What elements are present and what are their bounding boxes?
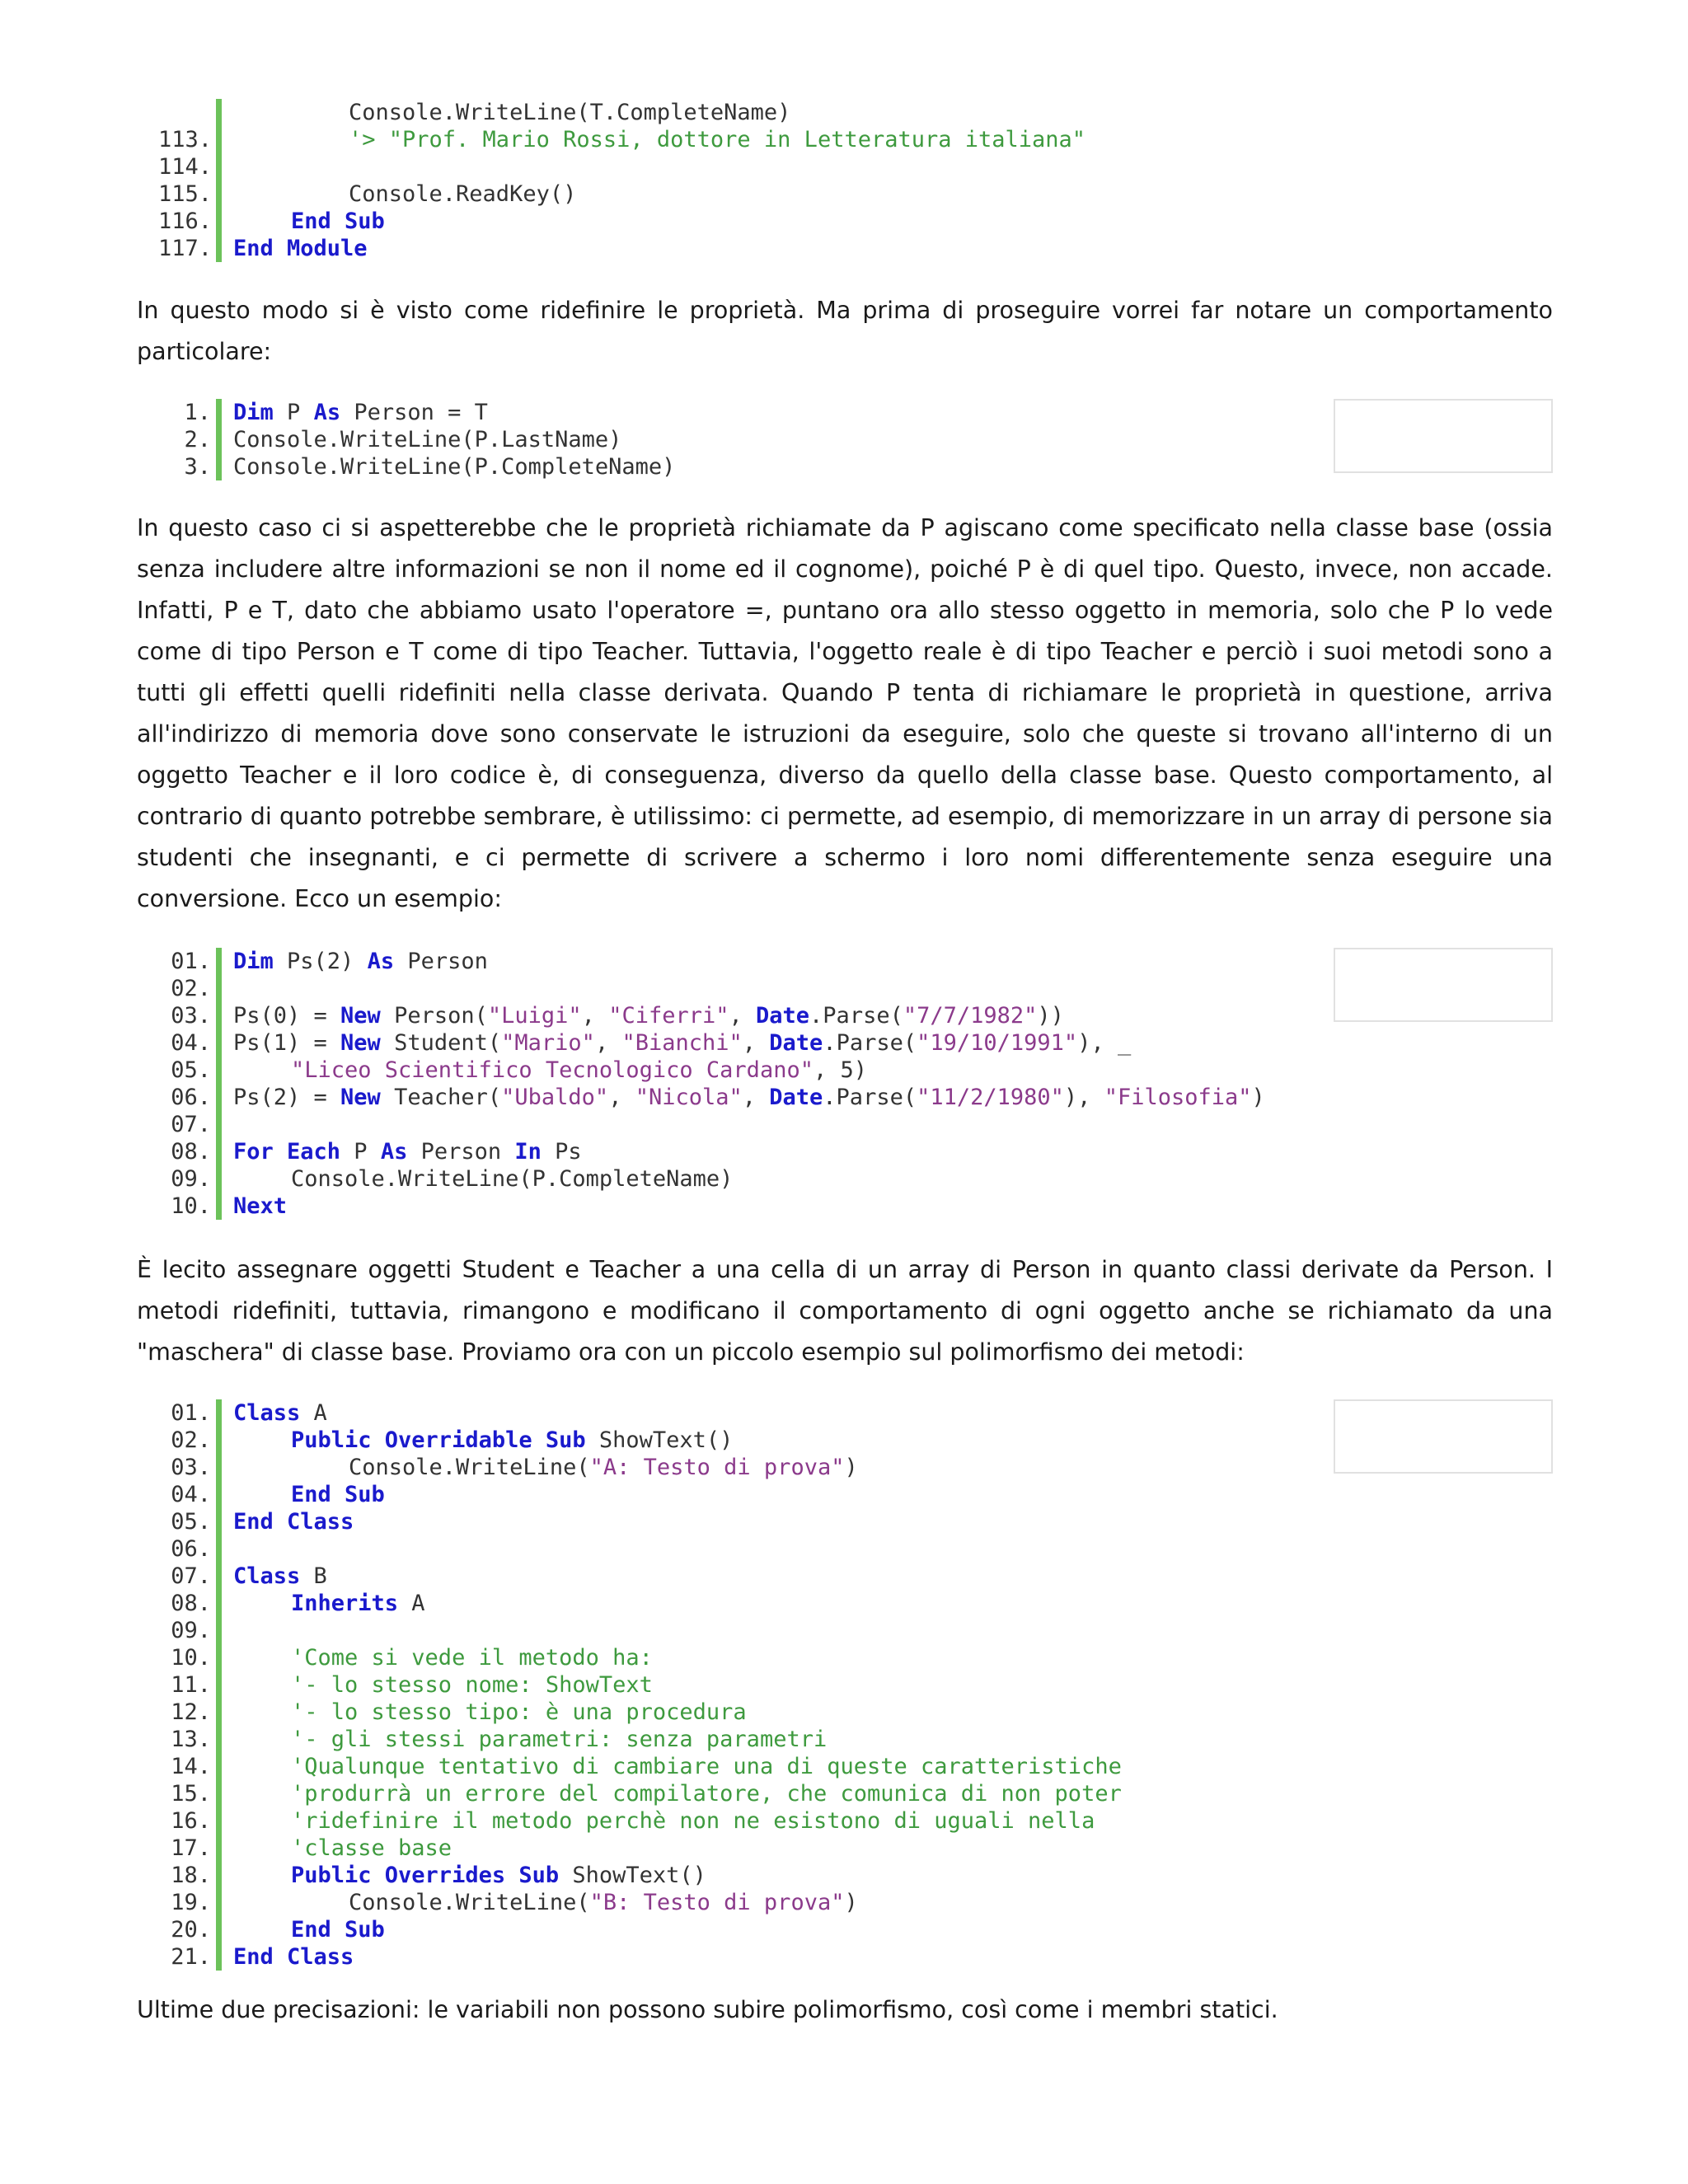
gutter-bar bbox=[216, 1644, 222, 1671]
paragraph-polymorphism-explanation: In questo caso ci si aspetterebbe che le proprietà richiamate da P agiscano come specificato nella classe base (ossia senza includere altre informazioni se non il nome ed il cognome), poiché P è di quel tipo. Questo, invece, non accade. Infatti, P e T, dato che abbiamo usato l'operatore =, puntano ora allo stesso oggetto in memoria, solo che P lo vede come di tipo Person e T come di tipo Teacher. Tuttavia, l'oggetto reale è di tipo Teacher e perciò i suoi metodi sono a tutti gli effetti quelli ridefiniti nella classe derivata. Quando P tenta di richiamare le proprietà in questione, arriva all'indirizzo di memoria dove sono conservate le istruzioni da eseguire, solo che queste si trovano all'interno di un oggetto Teacher e il loro codice è, di conseguenza, diverso da quello della classe base. Questo comportamento, al contrario di quanto potrebbe sembrare, è utilissimo: ci permette, ad esempio, di memorizzare in un array di persone sia studenti che insegnanti, e ci permette di scrivere a schermo i loro nomi differentemente senza eseguire una conversione. Ecco un esempio: bbox=[137, 514, 1553, 912]
code-keyword: End Class bbox=[233, 1944, 354, 1970]
code-comment: 'produrrà un errore del compilatore, che comunica di non poter bbox=[291, 1781, 1122, 1807]
code-token: P bbox=[340, 1139, 381, 1165]
gutter-bar bbox=[216, 1862, 222, 1889]
code-line bbox=[158, 426, 675, 453]
code-text bbox=[233, 1808, 1095, 1834]
code-text bbox=[233, 1591, 425, 1616]
paragraph-properties-intro: In questo modo si è visto come ridefinire le proprietà. Ma prima di proseguire vorrei far notare un comportamento particolare: bbox=[137, 297, 1553, 365]
code-line bbox=[158, 1029, 1265, 1057]
code-keyword: As bbox=[313, 400, 341, 425]
code-string: "19/10/1991" bbox=[917, 1030, 1078, 1056]
line-number: 02. bbox=[171, 1427, 211, 1453]
line-number: 16. bbox=[171, 1808, 211, 1834]
code-line bbox=[158, 1617, 1122, 1644]
code-text bbox=[233, 1645, 653, 1671]
code-text bbox=[233, 1057, 867, 1083]
code-line bbox=[158, 1699, 1122, 1726]
code-line bbox=[158, 1111, 1265, 1138]
code-text bbox=[233, 1727, 827, 1752]
code-string: "11/2/1980" bbox=[917, 1085, 1064, 1110]
code-token: , bbox=[742, 1030, 770, 1056]
gutter-bar bbox=[216, 99, 222, 126]
code-token: Ps(2) bbox=[273, 949, 368, 974]
gutter-bar bbox=[216, 1427, 222, 1454]
code-keyword: New bbox=[340, 1030, 381, 1056]
line-number: 04. bbox=[171, 1482, 211, 1507]
code-text bbox=[233, 209, 385, 234]
code-line bbox=[158, 1193, 1265, 1220]
paragraph-final-notes: Ultime due precisazioni: le variabili non possono subire polimorfismo, così come i membri statici. bbox=[137, 1996, 1278, 2023]
code-token: Teacher( bbox=[380, 1085, 502, 1110]
code-text bbox=[233, 1890, 858, 1915]
code-text bbox=[233, 1166, 733, 1192]
code-text bbox=[233, 1672, 653, 1698]
code-line bbox=[158, 1671, 1122, 1699]
gutter-bar bbox=[216, 1111, 222, 1138]
code-keyword: Dim bbox=[233, 400, 274, 425]
code-text bbox=[233, 1400, 327, 1426]
line-number: 01. bbox=[171, 1400, 211, 1426]
code-line bbox=[158, 1753, 1122, 1780]
code-text bbox=[233, 236, 368, 261]
code-line bbox=[158, 1726, 1122, 1753]
line-number: 08. bbox=[171, 1139, 211, 1165]
empty-side-box-3 bbox=[1334, 948, 1553, 1022]
gutter-bar bbox=[216, 1138, 222, 1165]
code-token: Ps(1) = bbox=[233, 1030, 341, 1056]
code-token: Person bbox=[407, 1139, 515, 1165]
code-line bbox=[158, 1508, 1122, 1535]
line-number: 06. bbox=[171, 1536, 211, 1562]
code-text bbox=[233, 1835, 452, 1861]
code-line bbox=[158, 1590, 1122, 1617]
code-comment: '- lo stesso nome: ShowText bbox=[291, 1672, 653, 1698]
code-text bbox=[233, 1509, 354, 1535]
gutter-bar bbox=[216, 208, 222, 235]
gutter-bar bbox=[216, 235, 222, 262]
gutter-bar bbox=[216, 126, 222, 153]
code-line bbox=[158, 180, 1085, 208]
code-token: Console.WriteLine(P.CompleteName) bbox=[291, 1166, 734, 1192]
code-text bbox=[233, 100, 790, 125]
code-line bbox=[158, 1780, 1122, 1807]
empty-side-box-2 bbox=[1334, 399, 1553, 473]
line-number: 15. bbox=[171, 1781, 211, 1807]
code-line bbox=[158, 126, 1085, 153]
code-keyword: Public Overridable Sub bbox=[291, 1427, 586, 1453]
code-keyword: As bbox=[380, 1139, 408, 1165]
code-token: ), bbox=[1063, 1085, 1104, 1110]
line-number: 114. bbox=[158, 154, 213, 180]
code-token: ) bbox=[1251, 1085, 1265, 1110]
code-keyword: Class bbox=[233, 1400, 301, 1426]
gutter-bar bbox=[216, 1399, 222, 1427]
code-text bbox=[233, 181, 576, 207]
code-token: ShowText() bbox=[585, 1427, 734, 1453]
code-token: Console.WriteLine(T.CompleteName) bbox=[349, 100, 791, 125]
code-text bbox=[233, 1563, 327, 1589]
code-text bbox=[233, 1193, 287, 1219]
code-line bbox=[158, 1535, 1122, 1563]
gutter-bar bbox=[216, 1508, 222, 1535]
gutter-bar bbox=[216, 1563, 222, 1590]
gutter-bar bbox=[216, 1002, 222, 1029]
line-number: 06. bbox=[171, 1085, 211, 1110]
code-token: B bbox=[300, 1563, 327, 1589]
code-line bbox=[158, 99, 1085, 126]
code-token: A bbox=[398, 1591, 425, 1616]
code-token: , bbox=[594, 1030, 622, 1056]
line-number: 01. bbox=[171, 949, 211, 974]
code-token: .Parse( bbox=[823, 1030, 917, 1056]
code-line bbox=[158, 1165, 1265, 1193]
code-keyword: End Sub bbox=[291, 1482, 385, 1507]
code-line bbox=[158, 208, 1085, 235]
code-line bbox=[158, 1862, 1122, 1889]
code-keyword: New bbox=[340, 1085, 381, 1110]
code-token: Ps bbox=[541, 1139, 582, 1165]
gutter-bar bbox=[216, 1165, 222, 1193]
code-text bbox=[233, 1030, 1131, 1056]
gutter-bar bbox=[216, 1753, 222, 1780]
gutter-bar bbox=[216, 948, 222, 975]
code-text bbox=[233, 1699, 747, 1725]
line-number: 05. bbox=[171, 1057, 211, 1083]
line-number: 07. bbox=[171, 1112, 211, 1137]
line-number: 20. bbox=[171, 1917, 211, 1943]
code-keyword: In bbox=[514, 1139, 542, 1165]
code-text bbox=[233, 1003, 1064, 1029]
line-number: 113. bbox=[158, 127, 213, 152]
code-line bbox=[158, 1644, 1122, 1671]
code-token: Console.WriteLine(P.LastName) bbox=[233, 427, 622, 452]
code-string: "Liceo Scientifico Tecnologico Cardano" bbox=[291, 1057, 814, 1083]
code-token: Person( bbox=[380, 1003, 488, 1029]
gutter-bar bbox=[216, 1535, 222, 1563]
gutter-bar bbox=[216, 453, 222, 480]
code-token: , bbox=[581, 1003, 609, 1029]
code-comment: '- gli stessi parametri: senza parametri bbox=[291, 1727, 828, 1752]
code-keyword: End Module bbox=[233, 236, 368, 261]
code-text bbox=[233, 454, 675, 480]
code-comment: '- lo stesso tipo: è una procedura bbox=[291, 1699, 747, 1725]
code-token: ShowText() bbox=[559, 1863, 706, 1888]
gutter-bar bbox=[216, 1943, 222, 1971]
code-text bbox=[233, 1754, 1122, 1779]
code-keyword: For Each bbox=[233, 1139, 341, 1165]
code-text bbox=[233, 1781, 1122, 1807]
code-block-1 bbox=[158, 99, 1085, 262]
line-number: 19. bbox=[171, 1890, 211, 1915]
code-token: , bbox=[729, 1003, 757, 1029]
gutter-bar bbox=[216, 1835, 222, 1862]
line-number: 3. bbox=[184, 454, 211, 480]
code-keyword: Next bbox=[233, 1193, 288, 1219]
line-number: 03. bbox=[171, 1003, 211, 1029]
line-number: 10. bbox=[171, 1193, 211, 1219]
gutter-bar bbox=[216, 1726, 222, 1753]
code-block-3 bbox=[158, 948, 1265, 1220]
code-token: )) bbox=[1037, 1003, 1064, 1029]
line-number: 117. bbox=[158, 236, 213, 261]
code-token: ) bbox=[844, 1890, 858, 1915]
gutter-bar bbox=[216, 1481, 222, 1508]
code-keyword: Public Overrides Sub bbox=[291, 1863, 560, 1888]
code-line bbox=[158, 1835, 1122, 1862]
code-token: , bbox=[742, 1085, 770, 1110]
gutter-bar bbox=[216, 1780, 222, 1807]
code-keyword: End Sub bbox=[291, 1917, 385, 1943]
code-string: "Luigi" bbox=[487, 1003, 582, 1029]
code-keyword: Inherits bbox=[291, 1591, 399, 1616]
line-number: 17. bbox=[171, 1835, 211, 1861]
gutter-bar bbox=[216, 153, 222, 180]
code-token: ) bbox=[844, 1455, 858, 1480]
line-number: 18. bbox=[171, 1863, 211, 1888]
code-line bbox=[158, 1943, 1122, 1971]
code-line bbox=[158, 1889, 1122, 1916]
code-block-2 bbox=[158, 399, 675, 480]
code-line bbox=[158, 975, 1265, 1002]
code-keyword: End Sub bbox=[291, 209, 385, 234]
code-line bbox=[158, 399, 675, 426]
code-string: "Mario" bbox=[501, 1030, 595, 1056]
line-number: 07. bbox=[171, 1563, 211, 1589]
code-keyword: End Class bbox=[233, 1509, 354, 1535]
code-comment: 'Come si vede il metodo ha: bbox=[291, 1645, 653, 1671]
code-keyword: Dim bbox=[233, 949, 274, 974]
gutter-bar bbox=[216, 1029, 222, 1057]
code-token: Console.WriteLine( bbox=[349, 1890, 590, 1915]
code-token: Ps(2) = bbox=[233, 1085, 341, 1110]
line-number: 02. bbox=[171, 976, 211, 1001]
code-token: Person = T bbox=[340, 400, 488, 425]
code-line bbox=[158, 1399, 1122, 1427]
code-token: P bbox=[273, 400, 314, 425]
code-keyword: New bbox=[340, 1003, 381, 1029]
code-line bbox=[158, 1057, 1265, 1084]
code-token: Console.WriteLine(P.CompleteName) bbox=[233, 454, 676, 480]
code-block-4 bbox=[158, 1399, 1122, 1971]
gutter-bar bbox=[216, 1699, 222, 1726]
code-keyword: Date bbox=[769, 1030, 823, 1056]
code-text bbox=[233, 1944, 354, 1970]
code-token: Ps(0) = bbox=[233, 1003, 341, 1029]
line-number: 115. bbox=[158, 181, 213, 207]
code-string: "Bianchi" bbox=[621, 1030, 743, 1056]
code-line bbox=[158, 1084, 1265, 1111]
line-number: 04. bbox=[171, 1030, 211, 1056]
code-token: Console.WriteLine( bbox=[349, 1455, 590, 1480]
code-string: "Nicola" bbox=[635, 1085, 743, 1110]
code-line bbox=[158, 1002, 1265, 1029]
code-string: "Ciferri" bbox=[608, 1003, 729, 1029]
code-token: Console.ReadKey() bbox=[349, 181, 577, 207]
code-line bbox=[158, 1138, 1265, 1165]
gutter-bar bbox=[216, 180, 222, 208]
gutter-bar bbox=[216, 1807, 222, 1835]
code-string: "Ubaldo" bbox=[501, 1085, 609, 1110]
gutter-bar bbox=[216, 426, 222, 453]
code-text bbox=[233, 1139, 582, 1165]
line-number: 14. bbox=[171, 1754, 211, 1779]
code-text bbox=[233, 1455, 858, 1480]
code-token: Person bbox=[394, 949, 488, 974]
code-line bbox=[158, 453, 675, 480]
code-token: , 5) bbox=[813, 1057, 867, 1083]
code-text bbox=[233, 1482, 385, 1507]
paragraph-array-assignment: È lecito assegnare oggetti Student e Teacher a una cella di un array di Person in quanto classi derivate da Person. I metodi ridefiniti, tuttavia, rimangono e modificano il comportamento di ogni oggetto anche se richiamato da una "maschera" di classe base. Proviamo ora con un piccolo esempio sul polimorfismo dei metodi: bbox=[137, 1256, 1553, 1366]
gutter-bar bbox=[216, 975, 222, 1002]
line-number: 08. bbox=[171, 1591, 211, 1616]
code-comment: 'ridefinire il metodo perchè non ne esistono di uguali nella bbox=[291, 1808, 1095, 1834]
code-text bbox=[233, 1427, 733, 1453]
code-text bbox=[233, 1917, 385, 1943]
gutter-bar bbox=[216, 1590, 222, 1617]
code-text bbox=[233, 1085, 1265, 1110]
code-comment: 'Qualunque tentativo di cambiare una di queste caratteristiche bbox=[291, 1754, 1122, 1779]
gutter-bar bbox=[216, 1889, 222, 1916]
empty-side-box-4 bbox=[1334, 1399, 1553, 1474]
code-line bbox=[158, 1481, 1122, 1508]
code-comment: '> "Prof. Mario Rossi, dottore in Letteratura italiana" bbox=[349, 127, 1086, 152]
line-number: 10. bbox=[171, 1645, 211, 1671]
gutter-bar bbox=[216, 399, 222, 426]
code-string: "7/7/1982" bbox=[903, 1003, 1038, 1029]
code-line bbox=[158, 1916, 1122, 1943]
code-keyword: Class bbox=[233, 1563, 301, 1589]
code-text bbox=[233, 427, 621, 452]
code-keyword: As bbox=[367, 949, 395, 974]
code-text bbox=[233, 127, 1085, 152]
gutter-bar bbox=[216, 1671, 222, 1699]
line-number: 2. bbox=[184, 427, 211, 452]
code-token: A bbox=[300, 1400, 327, 1426]
line-number: 05. bbox=[171, 1509, 211, 1535]
code-line bbox=[158, 235, 1085, 262]
code-token: ), _ bbox=[1077, 1030, 1132, 1056]
code-text bbox=[233, 1863, 706, 1888]
code-comment: 'classe base bbox=[291, 1835, 452, 1861]
line-number: 21. bbox=[171, 1944, 211, 1970]
code-text bbox=[233, 400, 488, 425]
line-number: 11. bbox=[171, 1672, 211, 1698]
code-keyword: Date bbox=[769, 1085, 823, 1110]
code-token: .Parse( bbox=[809, 1003, 903, 1029]
line-number: 09. bbox=[171, 1166, 211, 1192]
line-number: 116. bbox=[158, 209, 213, 234]
code-token: .Parse( bbox=[823, 1085, 917, 1110]
code-token: Student( bbox=[380, 1030, 502, 1056]
code-line bbox=[158, 1427, 1122, 1454]
line-number: 09. bbox=[171, 1618, 211, 1643]
code-line bbox=[158, 1454, 1122, 1481]
line-number: 12. bbox=[171, 1699, 211, 1725]
code-token: , bbox=[608, 1085, 635, 1110]
code-string: "B: Testo di prova" bbox=[589, 1890, 845, 1915]
code-line bbox=[158, 153, 1085, 180]
code-line bbox=[158, 1807, 1122, 1835]
gutter-bar bbox=[216, 1193, 222, 1220]
code-line bbox=[158, 948, 1265, 975]
line-number: 03. bbox=[171, 1455, 211, 1480]
code-string: "A: Testo di prova" bbox=[589, 1455, 845, 1480]
line-number: 13. bbox=[171, 1727, 211, 1752]
code-keyword: Date bbox=[756, 1003, 810, 1029]
line-number: 1. bbox=[184, 400, 211, 425]
gutter-bar bbox=[216, 1454, 222, 1481]
code-line bbox=[158, 1563, 1122, 1590]
code-text bbox=[233, 949, 488, 974]
gutter-bar bbox=[216, 1916, 222, 1943]
code-string: "Filosofia" bbox=[1104, 1085, 1252, 1110]
gutter-bar bbox=[216, 1617, 222, 1644]
gutter-bar bbox=[216, 1084, 222, 1111]
gutter-bar bbox=[216, 1057, 222, 1084]
